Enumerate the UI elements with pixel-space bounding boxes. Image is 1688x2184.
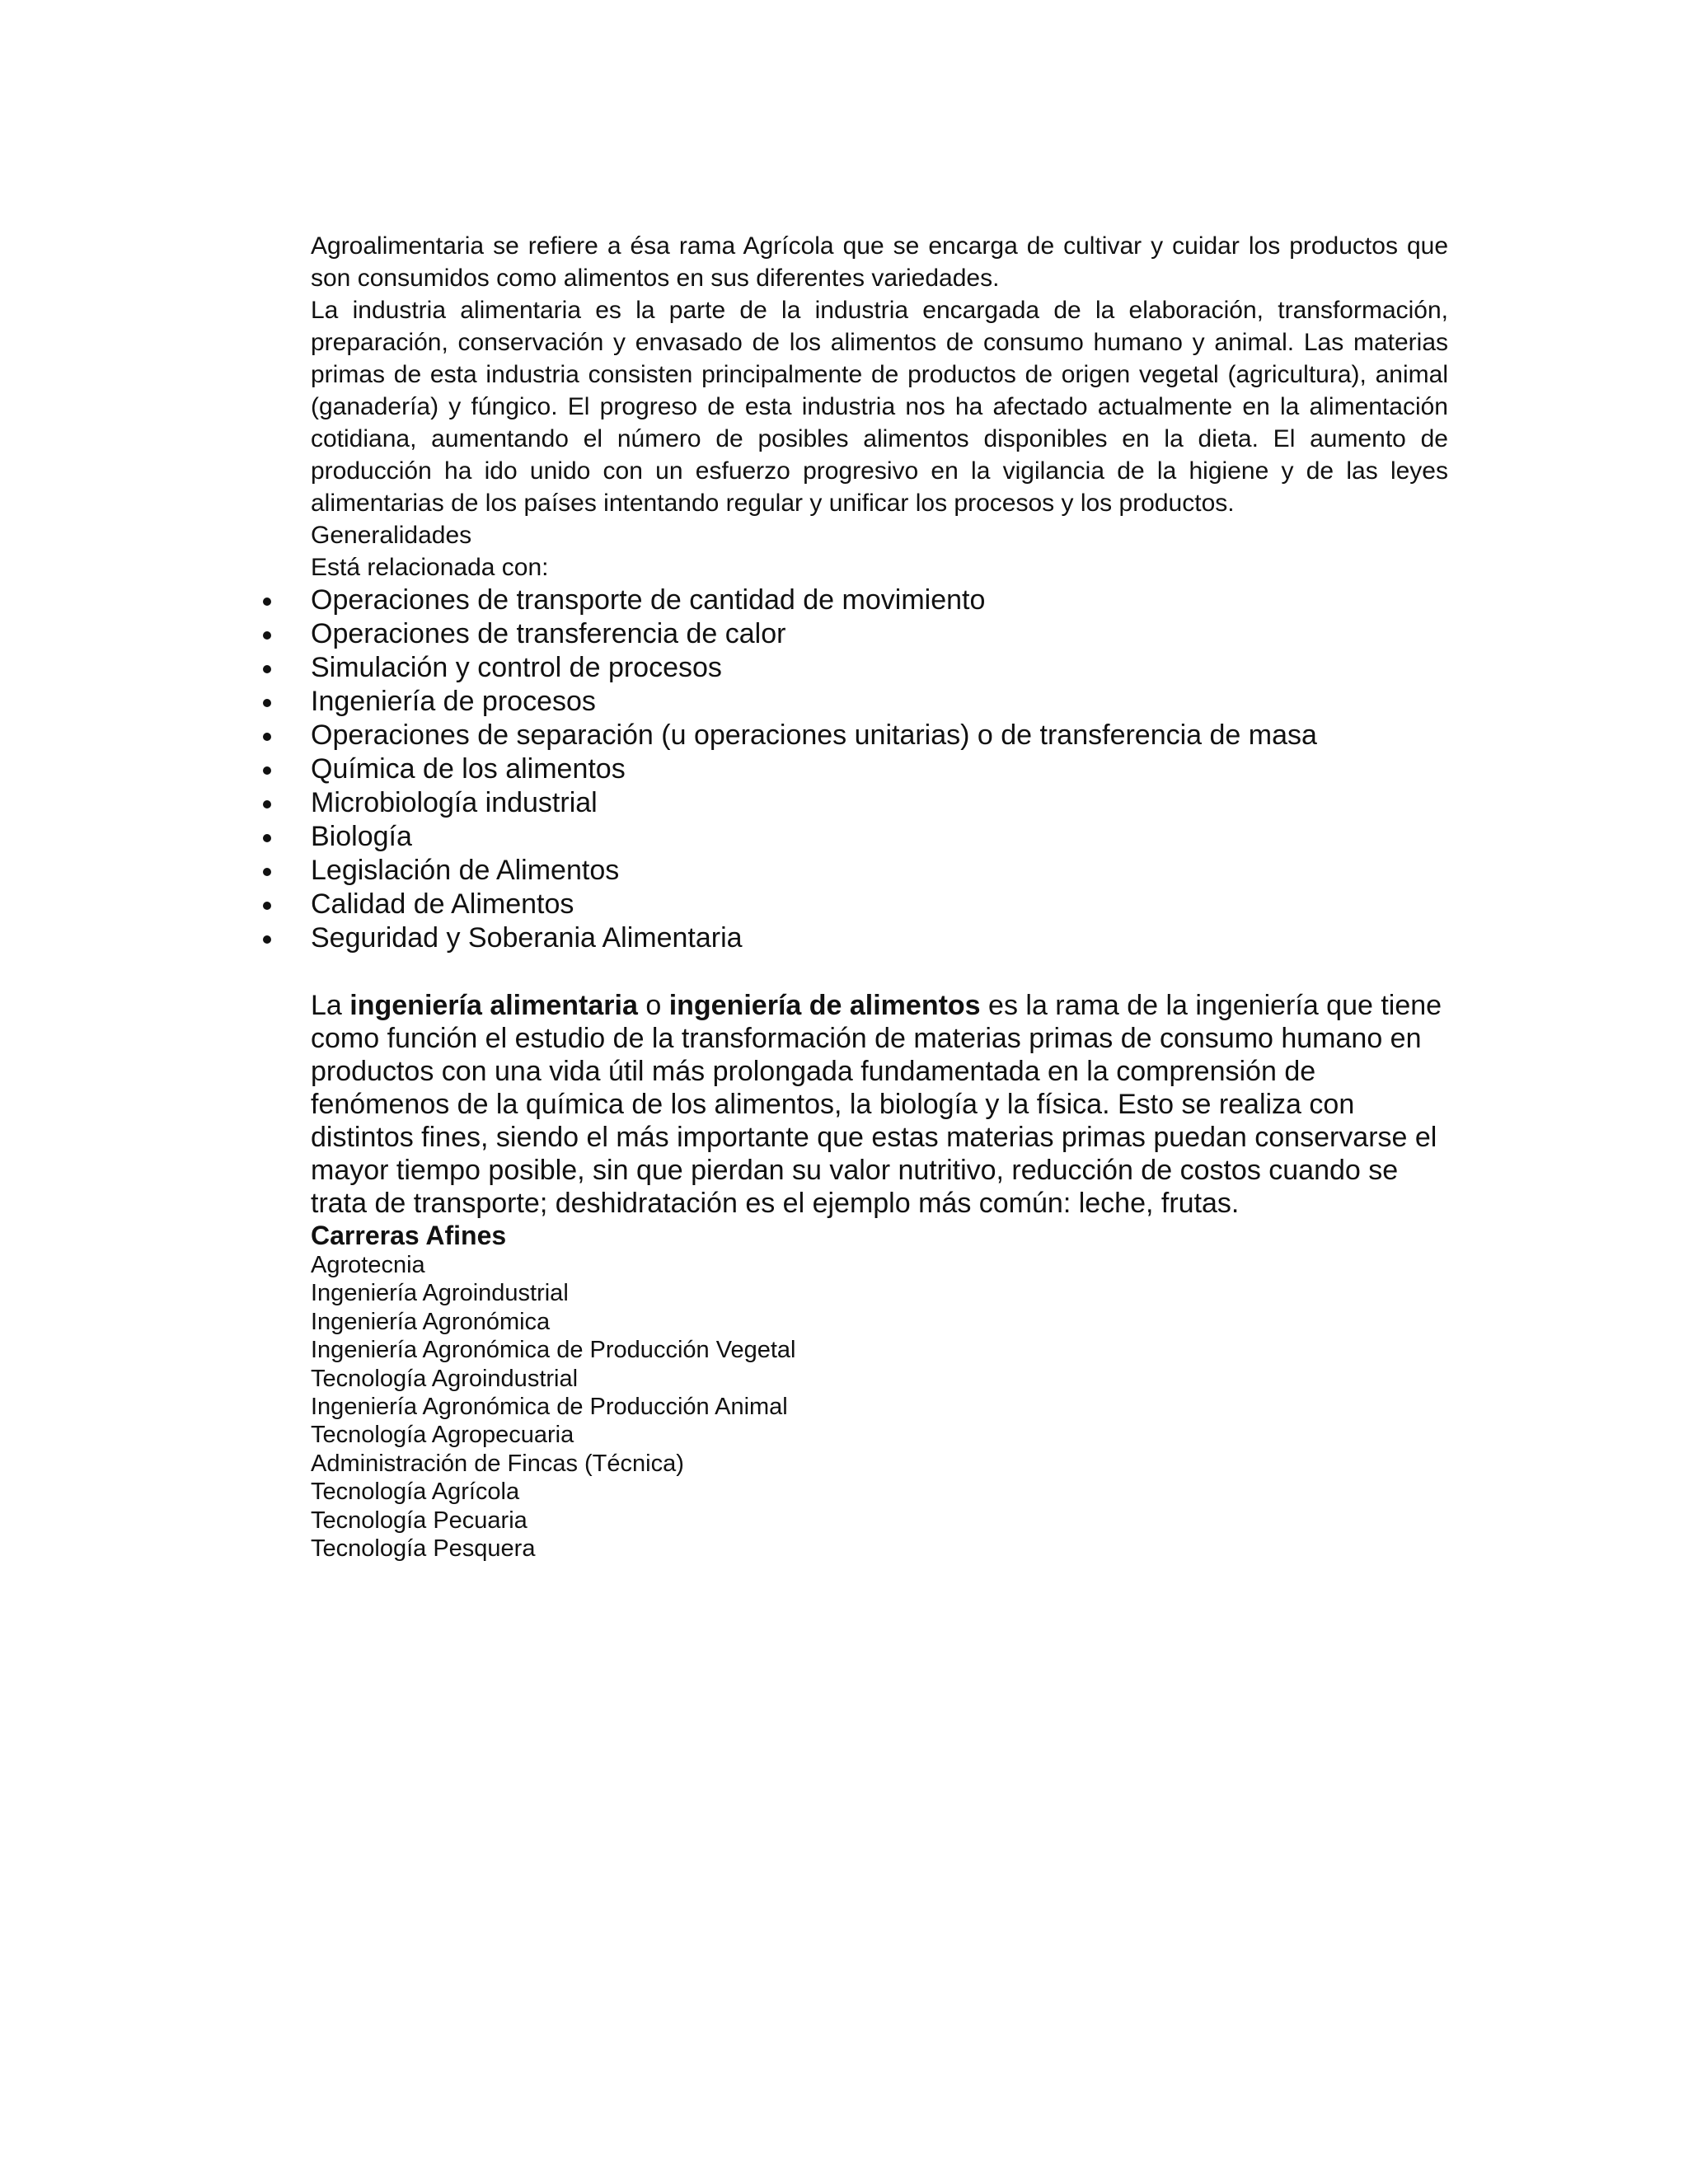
list-item: [311, 820, 1448, 854]
food-engineering-lead: La: [311, 990, 342, 1021]
list-item: Tecnología Agroindustrial: [311, 1365, 579, 1392]
list-item-text: Ingeniería de procesos: [311, 686, 596, 717]
list-item: [311, 719, 1448, 752]
food-engineering-connector: o: [645, 990, 662, 1021]
careers-title: Carreras Afines: [311, 1221, 507, 1250]
list-item-text: Microbiología industrial: [311, 787, 598, 818]
list-item: [311, 583, 1448, 617]
agroalimentaria-paragraph: Agroalimentaria se refiere a ésa rama Agrícola que se encarga de cultivar y cuidar los productos que son consumidos como alimentos en sus diferentes variedades.: [311, 232, 1448, 292]
list-item: Tecnología Agropecuaria: [311, 1422, 574, 1449]
bullet-icon: [263, 665, 271, 673]
list-item: Ingeniería Agronómica: [311, 1308, 551, 1335]
list-item: Tecnología Pesquera: [311, 1535, 536, 1563]
bullet-icon: [263, 631, 271, 640]
list-item: Administración de Fincas (Técnica): [311, 1450, 684, 1477]
bullet-icon: [263, 868, 271, 876]
list-item: Tecnología Agrícola: [311, 1479, 520, 1506]
list-item: [311, 854, 1448, 888]
food-engineering-paragraph: [311, 989, 1448, 1220]
bullet-icon: [263, 800, 271, 808]
list-item-text: Calidad de Alimentos: [311, 888, 574, 920]
bullet-icon: [263, 766, 271, 775]
food-engineering-term-2: ingeniería de alimentos: [668, 990, 981, 1021]
list-item: Agrotecnia: [311, 1252, 425, 1278]
relacionada-label: Está relacionada con:: [311, 554, 549, 581]
bullet-icon: [263, 935, 271, 944]
list-item: [311, 921, 1448, 955]
list-item-text: Legislación de Alimentos: [311, 855, 620, 886]
list-item-text: Biología: [311, 821, 412, 852]
list-item: Ingeniería Agroindustrial: [311, 1280, 569, 1307]
bullet-icon: [263, 733, 271, 741]
list-item: [311, 786, 1448, 820]
list-item: [311, 888, 1448, 921]
bullet-icon: [263, 902, 271, 910]
careers-list: [311, 1251, 1448, 1563]
list-item-text: Operaciones de transferencia de calor: [311, 618, 786, 649]
industria-alimentaria-paragraph: La industria alimentaria es la parte de la industria encargada de la elaboración, transformación, preparación, conservación y envasado de los alimentos de consumo humano y animal. Las materias primas de esta industria consisten principalmente de productos de origen vegetal (agricultura), animal (ganadería) y fúngico. El progreso de esta industria nos ha afectado actualmente en la alimentación cotidiana, aumentando el número de posibles alimentos disponibles en la dieta. El aumento de producción ha ido unido con un esfuerzo progresivo en la vigilancia de la higiene y de las leyes alimentarias de los países intentando regular y unificar los procesos y los productos.: [311, 297, 1448, 517]
list-item-text: Operaciones de separación (u operaciones unitarias) o de transferencia de masa: [311, 719, 1317, 751]
list-item: Ingeniería Agronómica de Producción Animal: [311, 1394, 788, 1421]
bullet-icon: [263, 598, 271, 606]
intro-section: [311, 230, 1448, 583]
related-topics-list: [311, 583, 1448, 955]
bullet-icon: [263, 699, 271, 707]
food-engineering-term-1: ingeniería alimentaria: [349, 990, 638, 1021]
list-item-text: Operaciones de transporte de cantidad de movimiento: [311, 584, 986, 616]
list-item-text: Seguridad y Soberania Alimentaria: [311, 922, 743, 954]
list-item: [311, 685, 1448, 719]
list-item-text: Química de los alimentos: [311, 753, 626, 785]
list-item: [311, 752, 1448, 786]
list-item-text: Simulación y control de procesos: [311, 652, 722, 683]
list-item: Ingeniería Agronómica de Producción Vegetal: [311, 1337, 796, 1364]
list-item: [311, 617, 1448, 651]
list-item: Tecnología Pecuaria: [311, 1507, 528, 1534]
food-engineering-body: es la rama de la ingeniería que tiene como función el estudio de la transformación de materias primas de consumo humano en productos con una vida útil más prolongada fundamentada en la comprensión de fenómenos de la química de los alimentos, la biología y la física. Esto se realiza con distintos fines, siendo el más importante que estas materias primas puedan conservarse el mayor tiempo posible, sin que pierdan su valor nutritivo, reducción de costos cuando se trata de transporte; deshidratación es el ejemplo más común: leche, frutas.: [311, 990, 1442, 1219]
document-content: [311, 230, 1448, 1563]
generalidades-heading: Generalidades: [311, 522, 472, 549]
bullet-icon: [263, 834, 271, 842]
list-item: [311, 651, 1448, 685]
